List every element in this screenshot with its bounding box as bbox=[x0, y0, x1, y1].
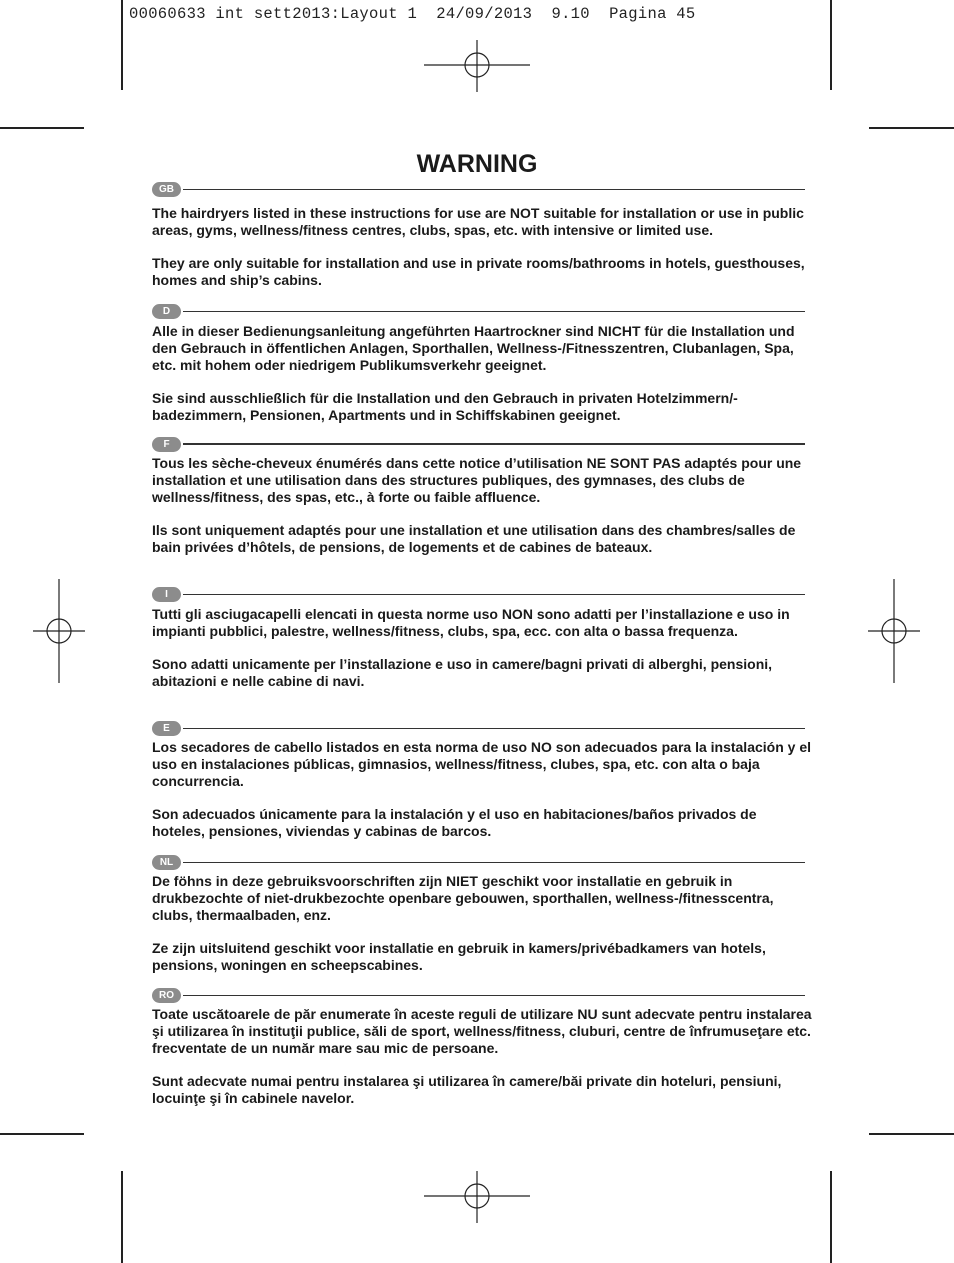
paragraph: Sie sind ausschließlich für die Installation und den Gebrauch in privaten Hotelzimmern/-badezimmern, Pensionen, Apartments und in Schiffskabinen geeignet. bbox=[152, 390, 738, 423]
section-divider bbox=[183, 443, 805, 445]
printer-slug-line: 00060633 int sett2013:Layout 1 24/09/2013 9.10 Pagina 45 bbox=[129, 5, 696, 23]
paragraph: Alle in dieser Bedienungsanleitung angeführten Haartrockner sind NICHT für die Installation und den Gebrauch in öffentlichen Anlagen, Sporthallen, Wellness-/Fitnesszentren, Clubanlagen, Spa, etc. mit hohem oder niedrigem Publikumsverkehr geeignet. bbox=[152, 323, 795, 373]
language-badge: RO bbox=[152, 988, 181, 1003]
section-header bbox=[152, 437, 805, 453]
crop-mark bbox=[830, 1171, 832, 1263]
language-badge: I bbox=[152, 587, 181, 602]
crop-mark bbox=[869, 1133, 954, 1135]
section-nl bbox=[152, 855, 805, 974]
paragraph: Tutti gli asciugacapelli elencati in questa norme uso NON sono adatti per l’installazione e uso in impianti pubblici, palestre, wellness/fitness, clubs, spa, ecc. con alta o bassa frequenza. bbox=[152, 606, 790, 639]
section-divider bbox=[183, 189, 805, 190]
section-d bbox=[152, 304, 805, 424]
language-badge: NL bbox=[152, 855, 181, 870]
paragraph: Tous les sèche-cheveux énumérés dans cette notice d’utilisation NE SONT PAS adaptés pour une installation et une utilisation dans des structures publiques, des gymnases, des clubs de wellness/fitness, des spas, etc., à forte ou faible affluence. bbox=[152, 455, 802, 505]
section-header bbox=[152, 855, 805, 871]
registration-mark-left bbox=[33, 579, 85, 683]
crop-mark bbox=[0, 1133, 84, 1135]
section-ro bbox=[152, 988, 812, 1107]
section-divider bbox=[183, 995, 805, 996]
section-header bbox=[152, 721, 805, 737]
paragraph: Ils sont uniquement adaptés pour une installation et une utilisation dans des chambres/salles de bain privées d’hôtels, de pensions, de logements et de cabines de bateaux. bbox=[152, 522, 796, 555]
crop-mark bbox=[830, 0, 832, 90]
paragraph: Ze zijn uitsluitend geschikt voor installatie en gebruik in kamers/privébadkamers van hotels, pensions, woningen en scheepscabines. bbox=[152, 940, 766, 973]
section-divider bbox=[183, 728, 805, 729]
section-divider bbox=[183, 862, 805, 863]
page-title: WARNING bbox=[416, 150, 538, 178]
section-divider bbox=[183, 594, 805, 595]
section-f bbox=[152, 437, 805, 556]
section-header bbox=[152, 182, 805, 198]
registration-mark-bottom bbox=[424, 1171, 530, 1223]
paragraph: They are only suitable for installation and use in private rooms/bathrooms in hotels, guesthouses, homes and ship’s cabins. bbox=[152, 255, 805, 288]
paragraph: Son adecuados únicamente para la instalación y el uso en habitaciones/baños privados de hoteles, pensiones, viviendas y cabinas de barcos. bbox=[152, 806, 757, 839]
language-badge: F bbox=[152, 437, 181, 452]
crop-mark bbox=[121, 1171, 123, 1263]
section-i bbox=[152, 587, 805, 690]
section-header bbox=[152, 587, 805, 603]
crop-mark bbox=[869, 127, 954, 129]
section-gb bbox=[152, 182, 805, 289]
language-badge: D bbox=[152, 304, 181, 319]
paragraph: De föhns in deze gebruiksvoorschriften zijn NIET geschikt voor installatie en gebruik in drukbezochte of niet-drukbezochte openbare gebouwen, sporthallen, wellness-/fitnesscentra, clubs, thermaalbaden, enz. bbox=[152, 873, 774, 923]
paragraph: Toate uscătoarele de păr enumerate în aceste reguli de utilizare NU sunt adecvate pentru instalarea şi utilizarea în instituţii publice, săli de sport, wellness/fitness, cluburi, centre de înfrumuseţare etc. frecventate de un număr mare sau mic de persoane. bbox=[152, 1006, 812, 1056]
crop-mark bbox=[0, 127, 84, 129]
language-badge: E bbox=[152, 721, 181, 736]
section-header bbox=[152, 988, 805, 1004]
paragraph: The hairdryers listed in these instructions for use are NOT suitable for installation or use in public areas, gyms, wellness/fitness centres, clubs, spas, etc. with intensive or limited use. bbox=[152, 205, 804, 238]
section-divider bbox=[183, 311, 805, 312]
registration-mark-top bbox=[424, 40, 530, 92]
language-badge: GB bbox=[152, 182, 181, 197]
crop-mark bbox=[121, 0, 123, 90]
paragraph: Los secadores de cabello listados en esta norma de uso NO son adecuados para la instalación y el uso en instalaciones públicas, gimnasios, wellness/fitness, clubes, spa, etc. con alta o baja concurrencia. bbox=[152, 739, 812, 789]
registration-mark-right bbox=[868, 579, 920, 683]
paragraph: Sunt adecvate numai pentru instalarea şi utilizarea în camere/băi private din hoteluri, pensiuni, locuinţe şi în cabinele navelor. bbox=[152, 1073, 782, 1106]
section-e bbox=[152, 721, 812, 840]
section-header bbox=[152, 304, 805, 320]
paragraph: Sono adatti unicamente per l’installazione e uso in camere/bagni privati di alberghi, pensioni, abitazioni e nelle cabine di navi. bbox=[152, 656, 773, 689]
